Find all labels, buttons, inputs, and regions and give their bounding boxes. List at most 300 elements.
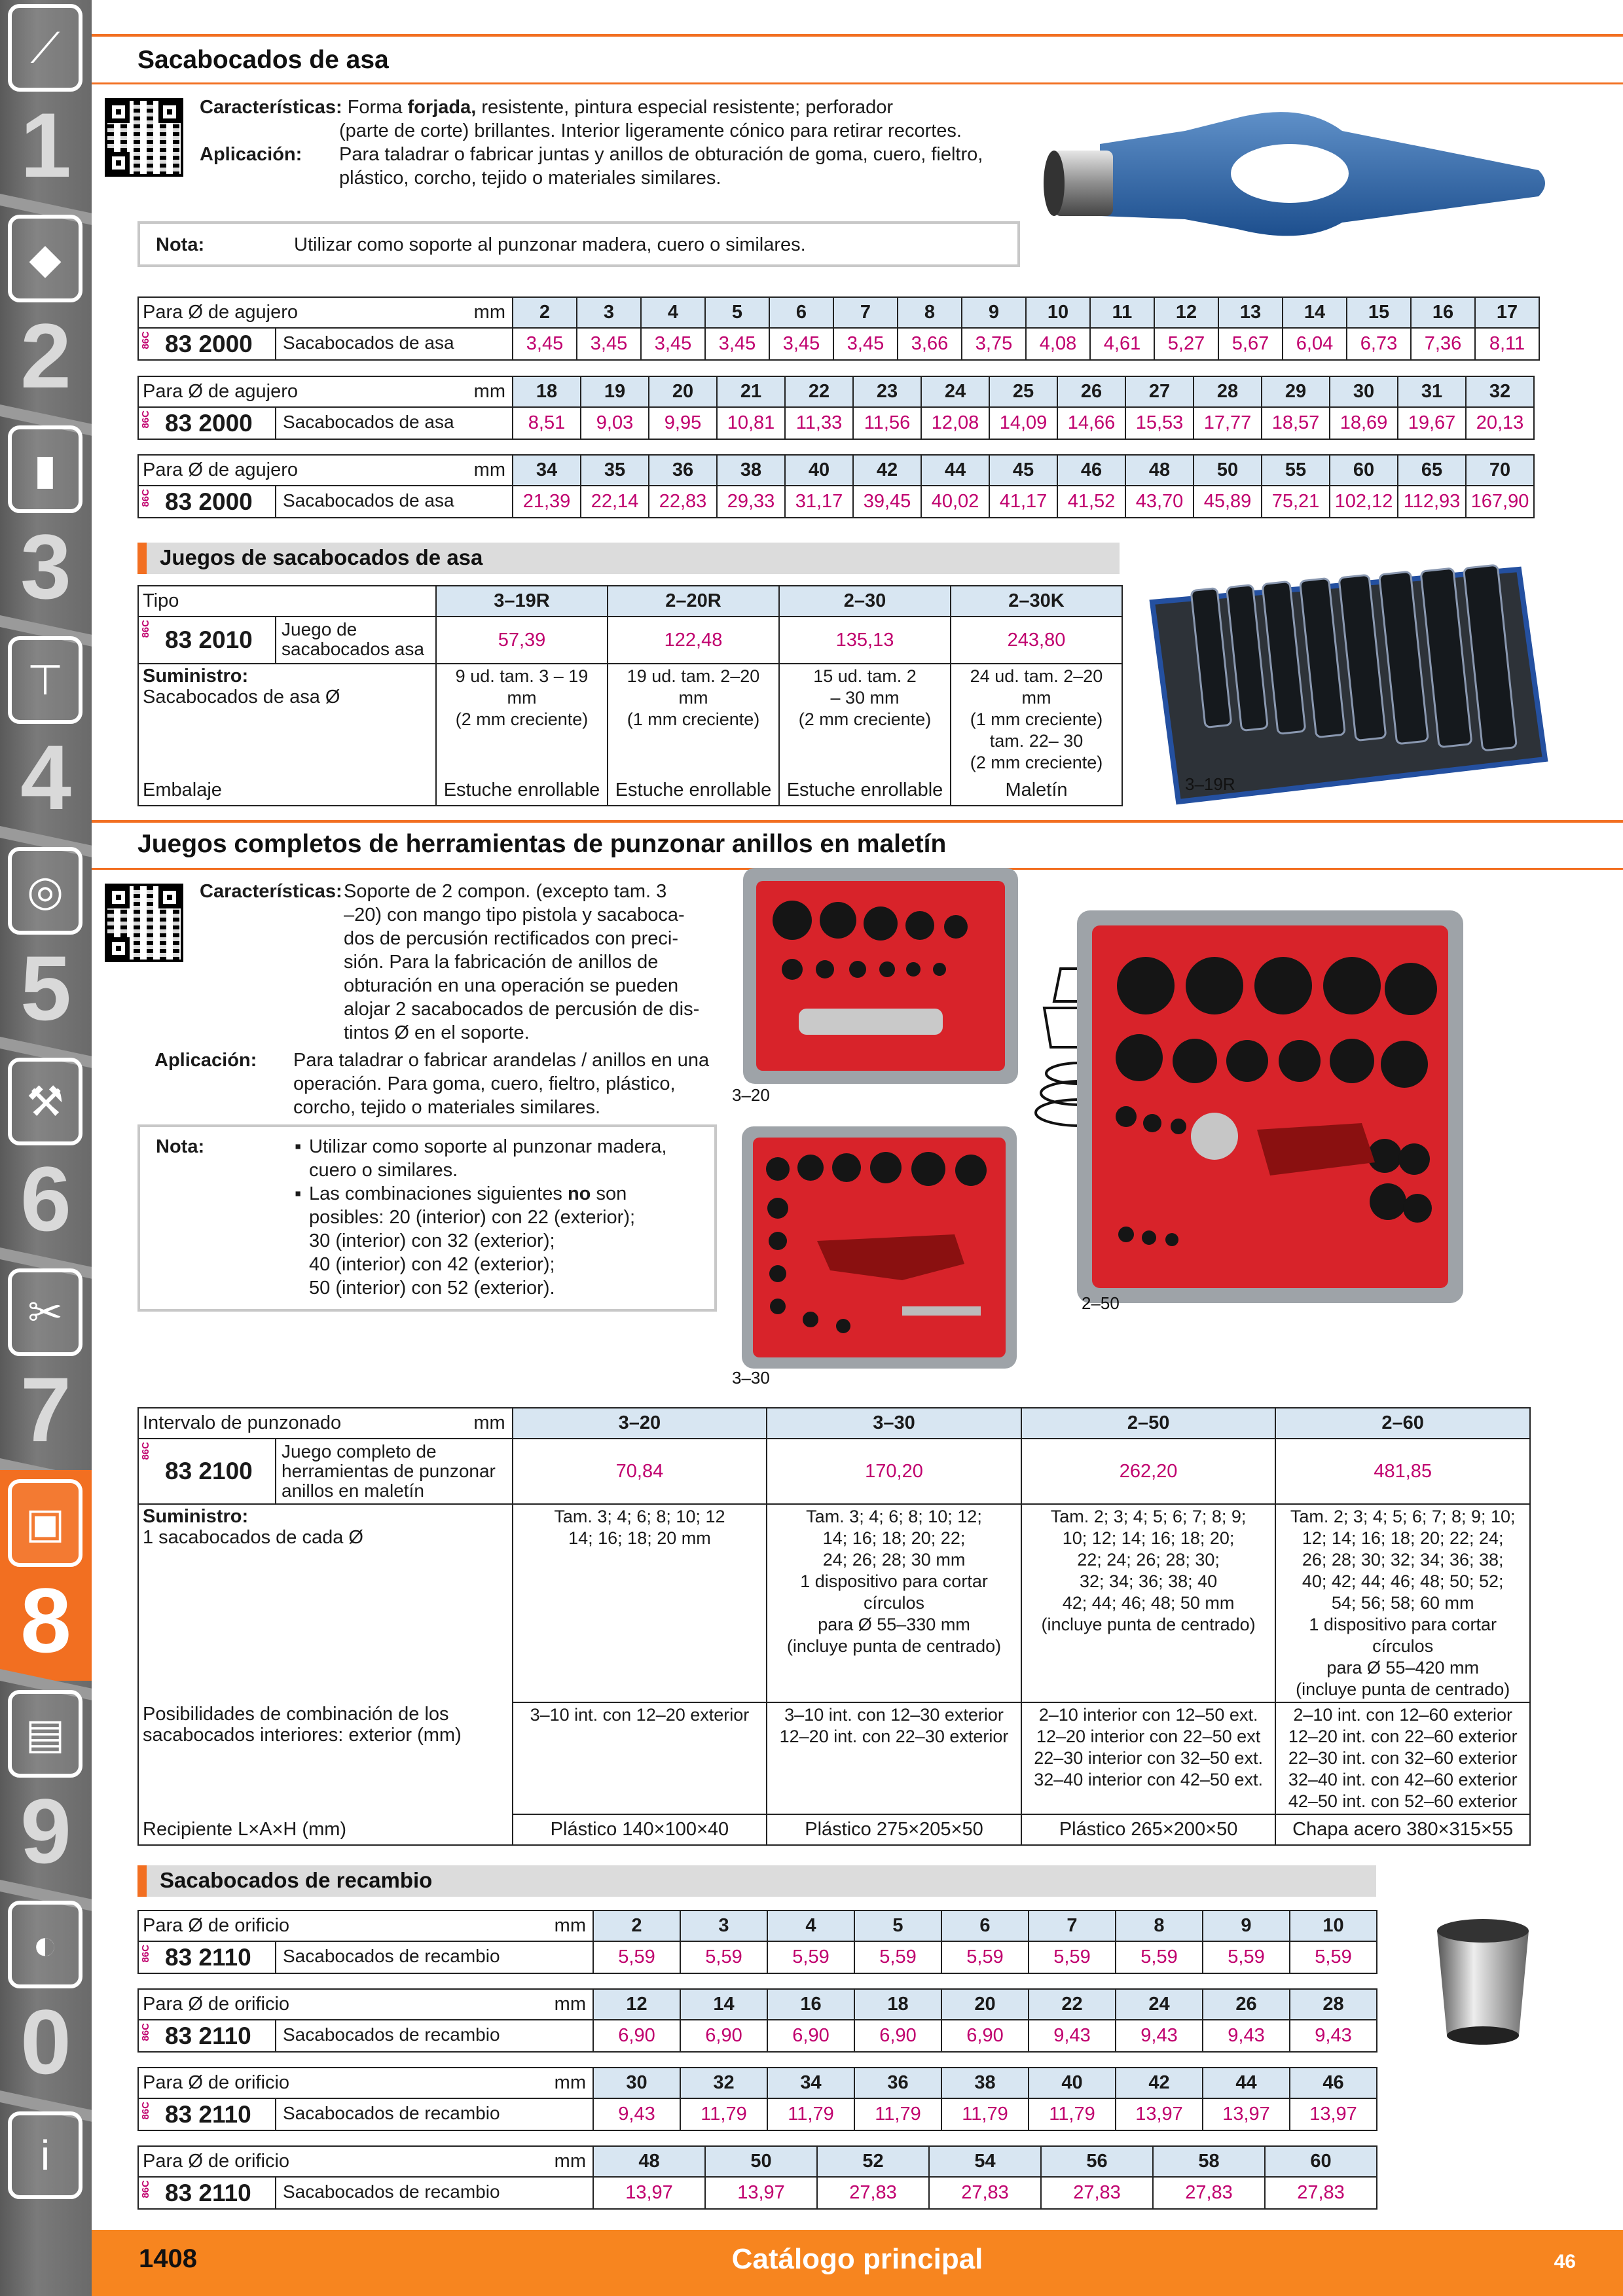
price-cell: 41,52: [1057, 486, 1125, 518]
price-cell: 41,17: [989, 486, 1057, 518]
text-line: 32–40 int. con 42–60 exterior: [1288, 1770, 1518, 1789]
section-title-sacabocados-asa: Sacabocados de asa: [137, 46, 389, 74]
chapter-sidebar: [0, 0, 92, 2296]
qr-code-icon[interactable]: [105, 98, 183, 177]
saw-blade-icon: ◎: [8, 847, 82, 935]
note-label: Nota:: [156, 1136, 205, 1157]
size-header: 30: [593, 2068, 680, 2098]
packaging-label: Embalaje: [138, 775, 436, 806]
size-header: 16: [767, 1989, 854, 2020]
price-cell: 4,08: [1026, 328, 1090, 360]
product-code-cell: [138, 486, 513, 518]
price-cell: 14,66: [1057, 407, 1125, 439]
text-line: – 30 mm: [830, 688, 900, 708]
text-line: 50 (interior) con 52 (exterior).: [309, 1278, 555, 1299]
image-caption: 3–19R: [1185, 774, 1235, 794]
subsection-header: [137, 1865, 1376, 1897]
size-price-table: [137, 454, 1535, 518]
size-header: 2: [593, 1910, 680, 1941]
size-header: 70: [1466, 455, 1534, 486]
barcode-tag: 86C: [140, 1945, 151, 1963]
price-cell: 5,59: [941, 1941, 1029, 1973]
price-cell: 7,36: [1411, 328, 1475, 360]
text-line: 12; 14; 16; 18; 20; 22; 24;: [1302, 1528, 1504, 1548]
price-cell: 14,09: [989, 407, 1057, 439]
price-cell: 5,59: [1116, 1941, 1203, 1973]
text-line: Tam. 2; 3; 4; 5; 6; 7; 8; 9;: [1050, 1507, 1247, 1526]
size-header: 24: [1116, 1989, 1203, 2020]
chapter-number: 7: [20, 1358, 71, 1461]
price-cell: 13,97: [705, 2177, 817, 2209]
price-cell: 27,83: [817, 2177, 929, 2209]
chapter-tab-9[interactable]: [0, 1681, 92, 1892]
size-header: 32: [680, 2068, 767, 2098]
price-cell: 6,90: [593, 2020, 680, 2052]
handle-punch-image: [1041, 105, 1552, 262]
chapter-tab-8[interactable]: [0, 1470, 92, 1681]
price-cell: 481,85: [1275, 1439, 1530, 1504]
note-text: son: [591, 1183, 627, 1204]
chapter-tab-7[interactable]: [0, 1259, 92, 1470]
text-line: 14; 16; 18; 20; 22;: [822, 1528, 966, 1548]
size-header: 13: [1218, 297, 1283, 328]
size-header: 48: [593, 2146, 705, 2177]
chapter-tab-1[interactable]: [0, 0, 92, 206]
size-header: 34: [513, 455, 581, 486]
text-line: 32–40 interior con 42–50 ext.: [1034, 1770, 1263, 1789]
text-line: Tam. 2; 3; 4; 5; 6; 7; 8; 9; 10;: [1290, 1507, 1516, 1526]
size-price-table: [137, 1988, 1377, 2053]
chapter-number: 8: [20, 1569, 71, 1672]
supply-cell: [767, 1504, 1021, 1702]
price-cell: 11,79: [767, 2098, 854, 2130]
note-line: cuero o similares.: [309, 1160, 458, 1181]
insert-icon: ◆: [8, 215, 82, 302]
chapter-tab-2[interactable]: [0, 206, 92, 416]
text-line: Tam. 3; 4; 6; 8; 10; 12: [554, 1507, 725, 1526]
barcode-tag: 86C: [140, 331, 151, 350]
wrench-icon: ⚒: [8, 1058, 82, 1145]
size-header: 6: [941, 1910, 1029, 1941]
chapter-tab-0[interactable]: [0, 1892, 92, 2102]
price-cell: 29,33: [717, 486, 785, 518]
size-header: 65: [1398, 455, 1466, 486]
row-label-text: Para Ø de orificio: [143, 2151, 290, 2172]
price-cell: 17,77: [1194, 407, 1262, 439]
size-header: 56: [1041, 2146, 1153, 2177]
text-line: (incluye punta de centrado): [1041, 1615, 1256, 1634]
text-line: 2–10 interior con 12–50 ext.: [1038, 1705, 1258, 1725]
size-header: 46: [1057, 455, 1125, 486]
note-line: Utilizar como soporte al punzonar madera,: [309, 1136, 667, 1157]
price-cell: 11,33: [785, 407, 853, 439]
size-header: 3: [577, 297, 641, 328]
size-header: 46: [1290, 2068, 1377, 2098]
combination-cell: [1021, 1702, 1276, 1814]
subsection-title: Sacabocados de recambio: [160, 1868, 433, 1892]
row-label-text: Para Ø de orificio: [143, 1994, 290, 2015]
chapter-number: 2: [20, 304, 71, 407]
size-header: 28: [1194, 376, 1262, 407]
text-line: 54; 56; 58; 60 mm: [1331, 1593, 1474, 1613]
price-cell: 122,48: [608, 617, 779, 664]
price-cell: 5,59: [1203, 1941, 1290, 1973]
price-cell: 13,97: [1116, 2098, 1203, 2130]
note-bullets: [295, 1135, 714, 1300]
product-code[interactable]: 83 2000: [165, 409, 253, 437]
size-header: 60: [1265, 2146, 1377, 2177]
size-header: 24: [921, 376, 989, 407]
price-cell: 112,93: [1398, 486, 1466, 518]
barcode-tag: 86C: [140, 2180, 151, 2198]
size-header: 32: [1466, 376, 1534, 407]
size-header: 54: [929, 2146, 1041, 2177]
product-desc: Sacabocados de recambio: [283, 2103, 500, 2123]
price-cell: 9,43: [1203, 2020, 1290, 2052]
product-code[interactable]: 83 2010: [165, 626, 253, 653]
row-label-text: Para Ø de agujero: [143, 302, 298, 323]
size-price-table: [137, 2145, 1377, 2210]
price-cell: 6,73: [1347, 328, 1411, 360]
price-cell: 6,04: [1283, 328, 1347, 360]
text-line: 24 ud. tam. 2–20 mm: [970, 666, 1103, 708]
text-line: operación. Para goma, cuero, fieltro, plástico,: [293, 1073, 676, 1094]
range-header: 3–30: [767, 1408, 1021, 1439]
size-header: 14: [1283, 297, 1347, 328]
price-cell: 57,39: [436, 617, 608, 664]
product-desc: Sacabocados de recambio: [283, 2181, 500, 2202]
complete-sets-table: [137, 1407, 1531, 1846]
size-header: 4: [641, 297, 705, 328]
text-line: sión. Para la fabricación de anillos de: [344, 952, 659, 973]
size-header: 10: [1290, 1910, 1377, 1941]
price-cell: 5,59: [593, 1941, 680, 1973]
chapter-number: 0: [20, 1990, 71, 2093]
note-box: [137, 1124, 717, 1312]
supply-cell: [1021, 1504, 1276, 1702]
size-header: 3: [680, 1910, 767, 1941]
supply-sublabel: Sacabocados de asa Ø: [143, 687, 340, 708]
chapter-number: 9: [20, 1780, 71, 1882]
chuck-icon: ▮: [8, 425, 82, 513]
text-line: 12–20 interior con 22–50 ext: [1036, 1727, 1261, 1746]
size-header: 18: [513, 376, 581, 407]
size-header: 18: [854, 1989, 941, 2020]
chapter-number: 4: [20, 726, 71, 829]
size-header: 44: [1203, 2068, 1290, 2098]
text-line: 42; 44; 46; 48; 50 mm: [1062, 1593, 1235, 1613]
product-desc: Sacabocados de asa: [283, 490, 454, 511]
text-line: 22; 24; 26; 28; 30;: [1077, 1550, 1220, 1570]
price-cell: 135,13: [779, 617, 951, 664]
characteristics-block: [200, 96, 1051, 190]
characteristics-label: Características:: [200, 881, 342, 902]
product-code-cell: [138, 2098, 593, 2130]
size-header: 22: [1029, 1989, 1116, 2020]
chapter-number: 5: [20, 937, 71, 1039]
text-line: (2 mm creciente): [970, 753, 1103, 772]
size-header: 28: [1290, 1989, 1377, 2020]
chapter-tab-3[interactable]: [0, 416, 92, 627]
barcode-tag: 86C: [140, 2023, 151, 2041]
product-code-cell: [138, 328, 513, 360]
product-code[interactable]: 83 2110: [165, 1943, 251, 1971]
combination-cell: [1275, 1702, 1530, 1814]
price-cell: 11,79: [854, 2098, 941, 2130]
size-header: 23: [853, 376, 921, 407]
chapter-number: 3: [20, 515, 71, 618]
text-line: 15 ud. tam. 2: [813, 666, 917, 686]
note-text: Utilizar como soporte al punzonar madera, cuero o similares.: [294, 234, 806, 255]
price-cell: 10,81: [717, 407, 785, 439]
product-desc: Sacabocados de recambio: [283, 2024, 500, 2045]
size-header: 26: [1057, 376, 1125, 407]
size-header: 36: [649, 455, 717, 486]
text-line: 40; 42; 44; 46; 48; 50; 52;: [1302, 1571, 1504, 1591]
pliers-icon: ✂: [8, 1268, 82, 1356]
row-label: [138, 1989, 593, 2020]
text-line: 3–10 int. con 12–30 exterior: [784, 1705, 1004, 1725]
size-header: 9: [962, 297, 1026, 328]
text-line: posibles: 20 (interior) con 22 (exterior);: [309, 1207, 636, 1228]
type-header: 2–30K: [951, 586, 1122, 617]
case-3-20-image: [740, 861, 1021, 1090]
price-cell: 9,43: [1029, 2020, 1116, 2052]
case-2-50-image: [1074, 907, 1467, 1306]
packaging-cell: Estuche enrollable: [779, 775, 951, 806]
supply-label: Suministro:: [143, 1506, 249, 1527]
container-label: Recipiente L×A×H (mm): [138, 1814, 513, 1845]
product-desc: Sacabocados de recambio: [283, 1946, 500, 1966]
text-line: (1 mm creciente): [970, 709, 1103, 729]
price-cell: 9,43: [1290, 2020, 1377, 2052]
text: Forma: [347, 97, 408, 118]
chapter-tab-6[interactable]: [0, 1049, 92, 1259]
size-header: 17: [1475, 297, 1539, 328]
price-cell: 45,89: [1194, 486, 1262, 518]
product-code-cell: [138, 2020, 593, 2052]
bullet-icon: ▪: [295, 1136, 302, 1157]
text-line: –20) con mango tipo pistola y sacaboca-: [344, 905, 685, 925]
price-cell: 39,45: [853, 486, 921, 518]
text-line: dos de percusión rectificados con preci-: [344, 928, 678, 949]
container-cell: Chapa acero 380×315×55: [1275, 1814, 1530, 1845]
container-cell: Plástico 265×200×50: [1021, 1814, 1276, 1845]
size-header: 14: [680, 1989, 767, 2020]
desc-line: sacabocados asa: [282, 639, 424, 659]
text-line: 3–10 int. con 12–20 exterior: [530, 1705, 750, 1725]
size-header: 6: [769, 297, 833, 328]
row-label-text: Para Ø de orificio: [143, 1915, 290, 1936]
product-code[interactable]: 83 2000: [165, 488, 253, 515]
text-line: 1 dispositivo para cortar círculos: [1309, 1615, 1497, 1656]
price-cell: 11,79: [941, 2098, 1029, 2130]
price-cell: 5,59: [1029, 1941, 1116, 1973]
unit-label: mm: [473, 459, 505, 480]
roll-case-image: [1126, 563, 1552, 805]
text-line: tintos Ø en el soporte.: [344, 1022, 530, 1043]
price-cell: 3,45: [513, 328, 577, 360]
text: resistente, pintura especial resistente; perforador: [476, 97, 894, 118]
workbench-icon: ▤: [8, 1690, 82, 1778]
size-header: 2: [513, 297, 577, 328]
row-label: [138, 297, 513, 328]
size-header: 8: [898, 297, 962, 328]
size-header: 58: [1153, 2146, 1265, 2177]
size-header: 26: [1203, 1989, 1290, 2020]
size-header: 5: [854, 1910, 941, 1941]
note-box: [137, 221, 1020, 267]
caliper-icon: ⊤: [8, 636, 82, 724]
size-price-table: [137, 2067, 1377, 2131]
text-bold: forjada,: [407, 97, 477, 118]
size-header: 16: [1411, 297, 1475, 328]
text-line: alojar 2 sacabocados de percusión de dis-: [344, 999, 700, 1020]
size-header: 22: [785, 376, 853, 407]
text-line: 10; 12; 14; 16; 18; 20;: [1062, 1528, 1235, 1548]
size-header: 35: [581, 455, 649, 486]
subsection-title: Juegos de sacabocados de asa: [160, 545, 483, 569]
image-caption: 2–50: [1082, 1293, 1120, 1313]
size-price-table: [137, 296, 1540, 361]
product-code[interactable]: 83 2000: [165, 330, 253, 357]
size-header: 44: [921, 455, 989, 486]
price-cell: 6,90: [854, 2020, 941, 2052]
size-header: 30: [1330, 376, 1398, 407]
text: (parte de corte) brillantes. Interior ligeramente cónico para retirar recortes.: [339, 120, 962, 141]
type-header: 3–19R: [436, 586, 608, 617]
price-cell: 5,27: [1154, 328, 1218, 360]
page-number: 1408: [139, 2244, 197, 2273]
product-code[interactable]: 83 2110: [165, 2100, 251, 2128]
combination-cell: [513, 1702, 767, 1814]
text: Para taladrar o fabricar juntas y anillos de obturación de goma, cuero, fieltro,: [339, 144, 983, 165]
price-cell: 20,13: [1466, 407, 1534, 439]
subsection-header: [137, 543, 1120, 574]
size-header: 11: [1090, 297, 1154, 328]
type-header: 2–20R: [608, 586, 779, 617]
size-header: 5: [705, 297, 769, 328]
price-cell: 11,79: [680, 2098, 767, 2130]
size-header: 15: [1347, 297, 1411, 328]
chapter-tab-i[interactable]: [0, 2102, 92, 2296]
desc-line: Juego completo de: [282, 1441, 437, 1462]
price-cell: 13,97: [593, 2177, 705, 2209]
price-cell: 9,95: [649, 407, 717, 439]
safety-icon: ◐: [8, 1901, 82, 1988]
text-line: Soporte de 2 compon. (excepto tam. 3: [344, 881, 667, 902]
price-cell: 70,84: [513, 1439, 767, 1504]
price-cell: 40,02: [921, 486, 989, 518]
size-header: 55: [1262, 455, 1330, 486]
product-code[interactable]: 83 2110: [165, 2022, 251, 2049]
combination-cell: [767, 1702, 1021, 1814]
supply-cell: [436, 664, 608, 775]
size-header: 50: [705, 2146, 817, 2177]
price-cell: 3,45: [577, 328, 641, 360]
size-price-table: [137, 376, 1535, 440]
price-cell: 5,59: [854, 1941, 941, 1973]
desc-line: anillos en maletín: [282, 1480, 424, 1501]
row-label-text: Para Ø de agujero: [143, 381, 298, 402]
size-header: 38: [717, 455, 785, 486]
supply-sublabel: 1 sacabocados de cada Ø: [143, 1527, 363, 1548]
product-code[interactable]: 83 2100: [165, 1458, 253, 1484]
chapter-tab-4[interactable]: [0, 627, 92, 838]
text-line: sacabocados interiores: exterior (mm): [143, 1725, 462, 1746]
type-label: Tipo: [138, 586, 436, 617]
text-line: corcho, tejido o materiales similares.: [293, 1097, 601, 1118]
size-header: 38: [941, 2068, 1029, 2098]
row-label: [138, 2146, 593, 2177]
supply-cell: [513, 1504, 767, 1702]
image-caption: 3–20: [732, 1085, 770, 1105]
text-line: obturación en una operación se pueden: [344, 975, 679, 996]
size-header: 52: [817, 2146, 929, 2177]
size-header: 42: [1116, 2068, 1203, 2098]
note-label: Nota:: [156, 234, 205, 255]
application-block: [155, 1049, 710, 1118]
row-label-text: Para Ø de agujero: [143, 459, 298, 480]
size-header: 42: [853, 455, 921, 486]
price-cell: 22,14: [581, 486, 649, 518]
size-header: 40: [785, 455, 853, 486]
price-cell: 13,97: [1203, 2098, 1290, 2130]
barcode-tag: 86C: [140, 410, 151, 429]
product-code-cell: [138, 2177, 593, 2209]
chapter-tab-5[interactable]: [0, 838, 92, 1049]
text-line: (incluye punta de centrado): [786, 1636, 1002, 1656]
price-cell: 262,20: [1021, 1439, 1276, 1504]
supply-cell: [608, 664, 779, 775]
packaging-cell: Estuche enrollable: [608, 775, 779, 806]
product-code[interactable]: 83 2110: [165, 2179, 251, 2206]
section-rule: [92, 82, 1623, 84]
application-label: Aplicación:: [200, 144, 302, 165]
price-cell: 27,83: [1265, 2177, 1377, 2209]
case-3-30-image: [739, 1123, 1020, 1372]
supply-cell: [1275, 1504, 1530, 1702]
product-desc: Sacabocados de asa: [283, 412, 454, 432]
price-cell: 167,90: [1466, 486, 1534, 518]
qr-code-icon[interactable]: [105, 884, 183, 962]
price-cell: 11,56: [853, 407, 921, 439]
bullet-icon: ▪: [295, 1183, 302, 1204]
text-line: 42–50 int. con 52–60 exterior: [1288, 1791, 1518, 1811]
replacement-punch-image: [1421, 1911, 1545, 2055]
characteristics-label: Características:: [200, 97, 342, 118]
size-header: 9: [1203, 1910, 1290, 1941]
price-cell: 8,51: [513, 407, 581, 439]
text-line: 2–10 int. con 12–60 exterior: [1293, 1705, 1513, 1725]
price-cell: 8,11: [1475, 328, 1539, 360]
price-cell: 5,59: [767, 1941, 854, 1973]
desc-line: herramientas de punzonar: [282, 1461, 496, 1481]
price-cell: 170,20: [767, 1439, 1021, 1504]
price-cell: 3,45: [769, 328, 833, 360]
price-cell: 18,57: [1262, 407, 1330, 439]
price-cell: 12,08: [921, 407, 989, 439]
size-header: 36: [854, 2068, 941, 2098]
text-line: 19 ud. tam. 2–20 mm: [627, 666, 760, 708]
text-line: Tam. 3; 4; 6; 8; 10; 12;: [806, 1507, 982, 1526]
unit-label: mm: [554, 2072, 586, 2093]
price-cell: 4,61: [1090, 328, 1154, 360]
size-header: 40: [1029, 2068, 1116, 2098]
barcode-tag: 86C: [140, 1442, 151, 1460]
size-header: 50: [1194, 455, 1262, 486]
row-label: [138, 2068, 593, 2098]
